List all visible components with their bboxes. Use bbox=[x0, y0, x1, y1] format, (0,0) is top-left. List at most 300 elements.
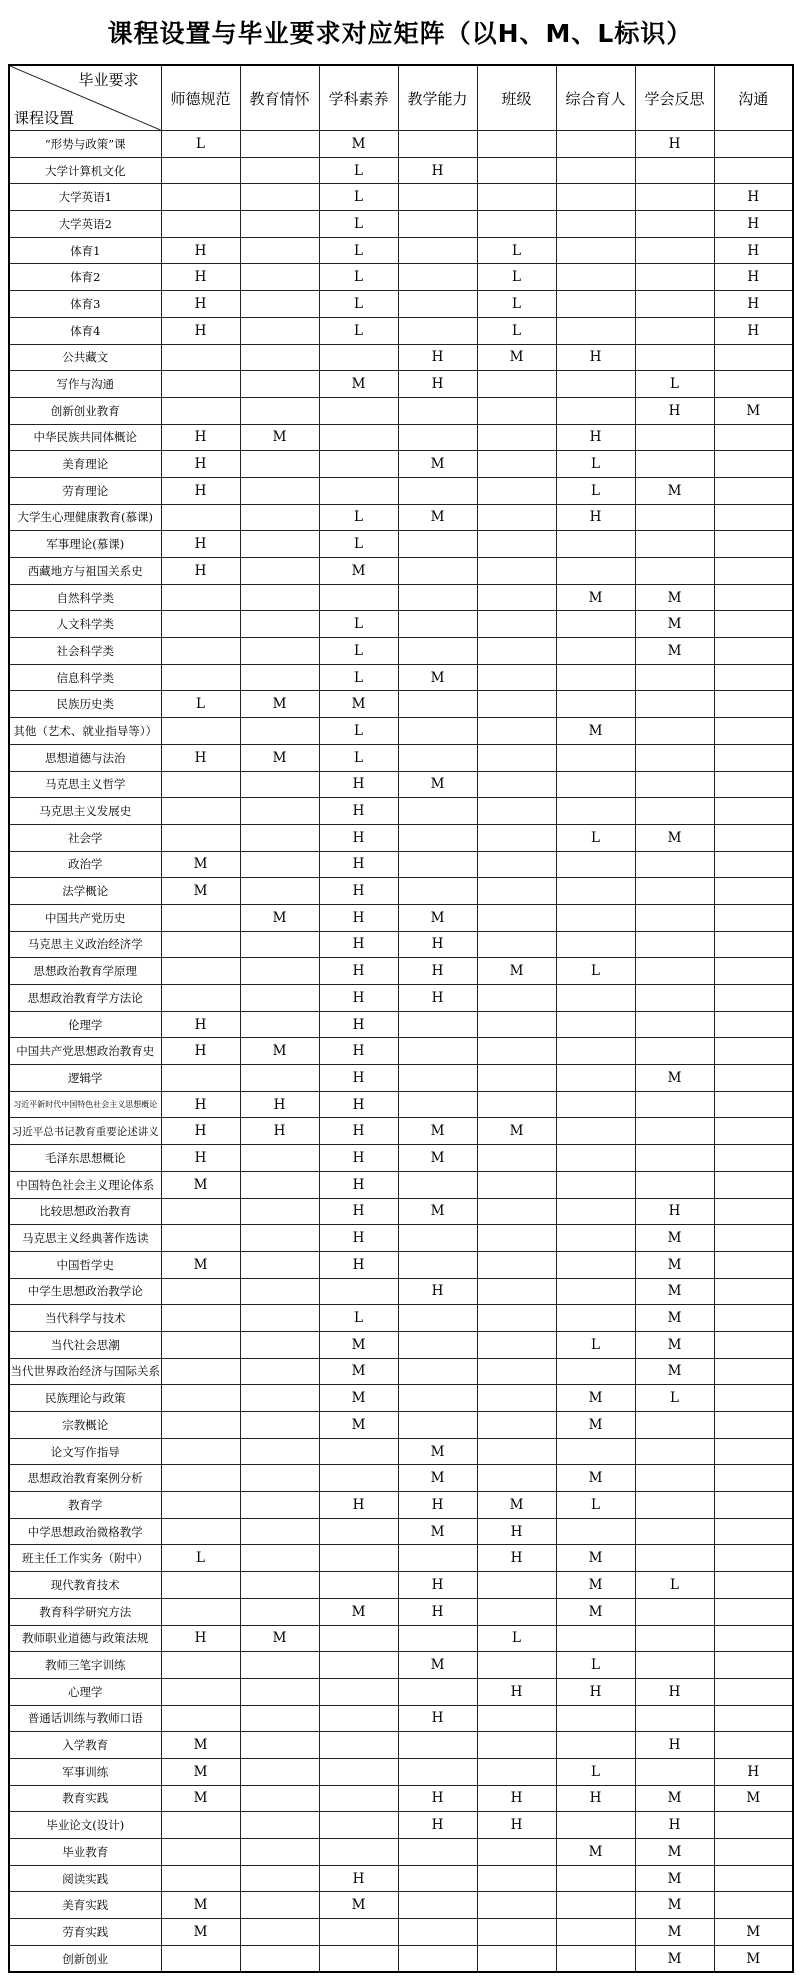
level-cell: M bbox=[635, 1358, 714, 1385]
level-cell: H bbox=[319, 1091, 398, 1118]
level-cell bbox=[477, 1945, 556, 1972]
course-name-cell: 入学教育 bbox=[9, 1732, 161, 1759]
level-cell bbox=[240, 1065, 319, 1092]
level-cell bbox=[161, 1198, 240, 1225]
level-cell bbox=[319, 1812, 398, 1839]
table-row bbox=[9, 1652, 793, 1679]
level-cell: L bbox=[161, 1545, 240, 1572]
level-cell bbox=[556, 211, 635, 238]
level-cell bbox=[240, 371, 319, 398]
table-row bbox=[9, 904, 793, 931]
level-cell: M bbox=[635, 1945, 714, 1972]
table-row bbox=[9, 771, 793, 798]
course-name-cell: 创新创业 bbox=[9, 1945, 161, 1972]
level-cell bbox=[319, 1518, 398, 1545]
level-cell bbox=[240, 878, 319, 905]
course-name-cell: 体育4 bbox=[9, 317, 161, 344]
table-row bbox=[9, 1118, 793, 1145]
course-name-cell: 思想政治教育学原理 bbox=[9, 958, 161, 985]
level-cell: M bbox=[161, 878, 240, 905]
level-cell: H bbox=[398, 1492, 477, 1519]
level-cell bbox=[240, 1812, 319, 1839]
level-cell bbox=[477, 184, 556, 211]
level-cell bbox=[161, 184, 240, 211]
level-cell bbox=[556, 611, 635, 638]
level-cell: H bbox=[319, 1198, 398, 1225]
level-cell bbox=[477, 1652, 556, 1679]
level-cell: L bbox=[477, 264, 556, 291]
requirements-matrix-table bbox=[8, 64, 794, 1973]
table-row bbox=[9, 1839, 793, 1866]
level-cell bbox=[477, 611, 556, 638]
level-cell bbox=[714, 1358, 793, 1385]
level-cell bbox=[714, 1225, 793, 1252]
table-row bbox=[9, 131, 793, 158]
level-cell bbox=[240, 1492, 319, 1519]
level-cell bbox=[240, 584, 319, 611]
level-cell bbox=[635, 424, 714, 451]
course-name-cell: 体育2 bbox=[9, 264, 161, 291]
course-name-cell: 普通话训练与教师口语 bbox=[9, 1705, 161, 1732]
course-name-cell: 大学生心理健康教育(慕课) bbox=[9, 504, 161, 531]
level-cell bbox=[240, 1839, 319, 1866]
level-cell bbox=[477, 1892, 556, 1919]
level-cell bbox=[398, 184, 477, 211]
level-cell: M bbox=[319, 371, 398, 398]
level-cell bbox=[240, 237, 319, 264]
level-cell bbox=[556, 317, 635, 344]
level-cell bbox=[477, 584, 556, 611]
level-cell: H bbox=[161, 264, 240, 291]
level-cell bbox=[477, 931, 556, 958]
level-cell: H bbox=[635, 131, 714, 158]
level-cell bbox=[240, 1412, 319, 1439]
course-name-cell: 中国特色社会主义理论体系 bbox=[9, 1171, 161, 1198]
course-name-cell: 思想政治教育案例分析 bbox=[9, 1465, 161, 1492]
level-cell: H bbox=[161, 1038, 240, 1065]
table-row bbox=[9, 558, 793, 585]
level-cell bbox=[477, 1305, 556, 1332]
level-cell: M bbox=[635, 1225, 714, 1252]
table-row bbox=[9, 451, 793, 478]
level-cell: M bbox=[635, 1305, 714, 1332]
table-row bbox=[9, 1598, 793, 1625]
level-cell: H bbox=[161, 424, 240, 451]
level-cell bbox=[398, 211, 477, 238]
level-cell bbox=[240, 1171, 319, 1198]
level-cell: L bbox=[319, 718, 398, 745]
level-cell bbox=[240, 1705, 319, 1732]
level-cell bbox=[240, 824, 319, 851]
level-cell: L bbox=[556, 1758, 635, 1785]
level-cell: L bbox=[319, 611, 398, 638]
level-cell bbox=[714, 851, 793, 878]
level-cell: H bbox=[398, 985, 477, 1012]
table-row bbox=[9, 985, 793, 1012]
level-cell bbox=[556, 264, 635, 291]
level-cell bbox=[161, 904, 240, 931]
level-cell bbox=[161, 771, 240, 798]
course-name-cell: 思想道德与法治 bbox=[9, 744, 161, 771]
level-cell bbox=[477, 1278, 556, 1305]
level-cell bbox=[398, 611, 477, 638]
level-cell bbox=[398, 1412, 477, 1439]
level-cell bbox=[398, 1091, 477, 1118]
table-row bbox=[9, 1065, 793, 1092]
table-row bbox=[9, 824, 793, 851]
level-cell: L bbox=[319, 237, 398, 264]
level-cell: H bbox=[161, 531, 240, 558]
level-cell bbox=[714, 424, 793, 451]
level-cell: H bbox=[556, 1785, 635, 1812]
level-cell bbox=[319, 1839, 398, 1866]
level-cell bbox=[556, 931, 635, 958]
level-cell: H bbox=[319, 985, 398, 1012]
level-cell bbox=[556, 1892, 635, 1919]
level-cell bbox=[240, 184, 319, 211]
level-cell bbox=[398, 477, 477, 504]
table-row bbox=[9, 264, 793, 291]
course-name-cell: 民族理论与政策 bbox=[9, 1385, 161, 1412]
level-cell bbox=[161, 1492, 240, 1519]
level-cell: H bbox=[319, 1251, 398, 1278]
level-cell: L bbox=[556, 1652, 635, 1679]
level-cell bbox=[240, 1945, 319, 1972]
table-row bbox=[9, 1465, 793, 1492]
level-cell: M bbox=[161, 1251, 240, 1278]
level-cell: M bbox=[398, 1652, 477, 1679]
level-cell: H bbox=[714, 211, 793, 238]
level-cell bbox=[398, 1625, 477, 1652]
level-cell: M bbox=[635, 1839, 714, 1866]
level-cell bbox=[556, 1278, 635, 1305]
level-cell bbox=[714, 1732, 793, 1759]
level-cell bbox=[714, 1412, 793, 1439]
table-row bbox=[9, 1011, 793, 1038]
level-cell bbox=[477, 397, 556, 424]
level-cell bbox=[398, 1251, 477, 1278]
level-cell bbox=[714, 584, 793, 611]
table-row bbox=[9, 1945, 793, 1972]
level-cell: L bbox=[556, 1331, 635, 1358]
level-cell bbox=[714, 157, 793, 184]
level-cell bbox=[477, 771, 556, 798]
level-cell: M bbox=[161, 1919, 240, 1946]
level-cell bbox=[240, 1678, 319, 1705]
level-cell bbox=[240, 504, 319, 531]
level-cell bbox=[398, 1865, 477, 1892]
level-cell bbox=[556, 638, 635, 665]
level-cell: H bbox=[635, 1812, 714, 1839]
level-cell: H bbox=[398, 344, 477, 371]
level-cell bbox=[714, 344, 793, 371]
course-name-cell: 习近平新时代中国特色社会主义思想概论 bbox=[9, 1091, 161, 1118]
table-row bbox=[9, 931, 793, 958]
level-cell: M bbox=[556, 718, 635, 745]
level-cell bbox=[240, 1518, 319, 1545]
level-cell: H bbox=[398, 1705, 477, 1732]
level-cell bbox=[398, 1892, 477, 1919]
level-cell bbox=[714, 1065, 793, 1092]
level-cell bbox=[477, 424, 556, 451]
level-cell: L bbox=[319, 291, 398, 318]
level-cell: M bbox=[398, 1145, 477, 1172]
level-cell bbox=[477, 664, 556, 691]
level-cell: M bbox=[398, 904, 477, 931]
level-cell bbox=[556, 371, 635, 398]
level-cell: H bbox=[319, 771, 398, 798]
level-cell bbox=[398, 1358, 477, 1385]
level-cell: H bbox=[398, 1785, 477, 1812]
level-cell bbox=[240, 1785, 319, 1812]
level-cell: H bbox=[319, 1065, 398, 1092]
level-cell: M bbox=[161, 1758, 240, 1785]
course-name-cell: 大学英语2 bbox=[9, 211, 161, 238]
level-cell bbox=[161, 371, 240, 398]
level-cell bbox=[240, 317, 319, 344]
level-cell: L bbox=[319, 638, 398, 665]
table-body bbox=[9, 131, 793, 1973]
level-cell bbox=[161, 157, 240, 184]
requirement-header: 师德规范 bbox=[161, 65, 240, 131]
level-cell bbox=[714, 1145, 793, 1172]
level-cell: H bbox=[556, 344, 635, 371]
table-row bbox=[9, 1171, 793, 1198]
table-row bbox=[9, 798, 793, 825]
level-cell bbox=[714, 1492, 793, 1519]
level-cell bbox=[240, 1278, 319, 1305]
course-name-cell: 毕业教育 bbox=[9, 1839, 161, 1866]
level-cell bbox=[635, 1518, 714, 1545]
level-cell bbox=[477, 1572, 556, 1599]
level-cell: M bbox=[398, 1518, 477, 1545]
level-cell bbox=[161, 1385, 240, 1412]
level-cell: H bbox=[398, 157, 477, 184]
course-name-cell: 毛泽东思想概论 bbox=[9, 1145, 161, 1172]
level-cell: M bbox=[714, 1945, 793, 1972]
level-cell bbox=[635, 531, 714, 558]
level-cell bbox=[635, 1145, 714, 1172]
level-cell: H bbox=[161, 1118, 240, 1145]
level-cell bbox=[240, 851, 319, 878]
level-cell bbox=[240, 451, 319, 478]
level-cell: H bbox=[319, 1225, 398, 1252]
level-cell: H bbox=[240, 1091, 319, 1118]
requirement-header: 教学能力 bbox=[398, 65, 477, 131]
level-cell bbox=[556, 771, 635, 798]
corner-header-cell bbox=[9, 65, 161, 131]
level-cell bbox=[240, 798, 319, 825]
table-row bbox=[9, 1625, 793, 1652]
level-cell bbox=[714, 1465, 793, 1492]
requirement-header: 教育情怀 bbox=[240, 65, 319, 131]
level-cell: L bbox=[477, 1625, 556, 1652]
level-cell bbox=[240, 344, 319, 371]
level-cell: H bbox=[161, 1091, 240, 1118]
level-cell bbox=[556, 1438, 635, 1465]
level-cell: M bbox=[240, 1038, 319, 1065]
level-cell bbox=[319, 1919, 398, 1946]
level-cell: L bbox=[477, 317, 556, 344]
course-name-cell: 马克思主义发展史 bbox=[9, 798, 161, 825]
level-cell bbox=[240, 1011, 319, 1038]
requirement-header: 班级 bbox=[477, 65, 556, 131]
level-cell bbox=[635, 1465, 714, 1492]
level-cell bbox=[161, 798, 240, 825]
level-cell bbox=[556, 1865, 635, 1892]
level-cell bbox=[635, 317, 714, 344]
level-cell: H bbox=[714, 237, 793, 264]
course-name-cell: 美育实践 bbox=[9, 1892, 161, 1919]
level-cell: H bbox=[161, 558, 240, 585]
level-cell bbox=[240, 611, 319, 638]
course-name-cell: 民族历史类 bbox=[9, 691, 161, 718]
level-cell bbox=[319, 1465, 398, 1492]
table-row bbox=[9, 157, 793, 184]
level-cell: H bbox=[714, 1758, 793, 1785]
level-cell bbox=[714, 1625, 793, 1652]
level-cell bbox=[398, 1545, 477, 1572]
course-name-cell: 信息科学类 bbox=[9, 664, 161, 691]
course-name-cell: 中华民族共同体概论 bbox=[9, 424, 161, 451]
level-cell bbox=[556, 1011, 635, 1038]
level-cell: M bbox=[319, 1385, 398, 1412]
level-cell bbox=[556, 985, 635, 1012]
level-cell: H bbox=[161, 237, 240, 264]
table-row bbox=[9, 371, 793, 398]
level-cell bbox=[714, 771, 793, 798]
level-cell bbox=[714, 1011, 793, 1038]
level-cell bbox=[398, 584, 477, 611]
level-cell bbox=[635, 691, 714, 718]
course-name-cell: 体育1 bbox=[9, 237, 161, 264]
level-cell bbox=[319, 1732, 398, 1759]
course-name-cell: 西藏地方与祖国关系史 bbox=[9, 558, 161, 585]
level-cell bbox=[635, 904, 714, 931]
level-cell bbox=[240, 958, 319, 985]
table-row bbox=[9, 1198, 793, 1225]
level-cell bbox=[161, 958, 240, 985]
level-cell bbox=[714, 1545, 793, 1572]
requirement-header: 学会反思 bbox=[635, 65, 714, 131]
course-name-cell: 体育3 bbox=[9, 291, 161, 318]
level-cell bbox=[714, 1812, 793, 1839]
table-row bbox=[9, 291, 793, 318]
level-cell bbox=[398, 264, 477, 291]
level-cell: H bbox=[319, 1865, 398, 1892]
level-cell: M bbox=[319, 1412, 398, 1439]
table-row bbox=[9, 1865, 793, 1892]
level-cell bbox=[398, 691, 477, 718]
level-cell: H bbox=[398, 1598, 477, 1625]
level-cell bbox=[477, 985, 556, 1012]
level-cell bbox=[556, 531, 635, 558]
level-cell: M bbox=[635, 638, 714, 665]
table-row bbox=[9, 1919, 793, 1946]
page-title: 课程设置与毕业要求对应矩阵（以H、M、L标识） bbox=[107, 19, 693, 48]
level-cell: L bbox=[556, 451, 635, 478]
level-cell: M bbox=[477, 1118, 556, 1145]
level-cell bbox=[240, 1358, 319, 1385]
level-cell bbox=[714, 878, 793, 905]
level-cell bbox=[714, 1171, 793, 1198]
level-cell bbox=[635, 1118, 714, 1145]
course-name-cell: 军事理论(慕课) bbox=[9, 531, 161, 558]
course-name-cell: 当代世界政治经济与国际关系 bbox=[9, 1358, 161, 1385]
level-cell bbox=[556, 1091, 635, 1118]
level-cell bbox=[319, 451, 398, 478]
level-cell bbox=[635, 157, 714, 184]
level-cell bbox=[714, 131, 793, 158]
level-cell bbox=[398, 1038, 477, 1065]
level-cell bbox=[556, 878, 635, 905]
course-name-cell: 大学计算机文化 bbox=[9, 157, 161, 184]
level-cell bbox=[477, 1251, 556, 1278]
level-cell bbox=[161, 1652, 240, 1679]
level-cell bbox=[398, 397, 477, 424]
level-cell: L bbox=[319, 664, 398, 691]
level-cell bbox=[477, 691, 556, 718]
level-cell bbox=[398, 718, 477, 745]
level-cell: H bbox=[161, 477, 240, 504]
level-cell bbox=[714, 985, 793, 1012]
level-cell bbox=[477, 1865, 556, 1892]
table-header-row bbox=[9, 65, 793, 131]
requirement-header: 沟通 bbox=[714, 65, 793, 131]
level-cell bbox=[635, 1011, 714, 1038]
level-cell bbox=[714, 1518, 793, 1545]
level-cell bbox=[161, 1812, 240, 1839]
level-cell bbox=[635, 664, 714, 691]
level-cell: L bbox=[319, 744, 398, 771]
level-cell: M bbox=[161, 1171, 240, 1198]
level-cell bbox=[398, 1945, 477, 1972]
level-cell: L bbox=[319, 184, 398, 211]
level-cell bbox=[635, 931, 714, 958]
table-row bbox=[9, 1892, 793, 1919]
course-name-cell: 教育科学研究方法 bbox=[9, 1598, 161, 1625]
course-name-cell: 教育实践 bbox=[9, 1785, 161, 1812]
level-cell: H bbox=[635, 1732, 714, 1759]
table-row bbox=[9, 1145, 793, 1172]
level-cell bbox=[240, 131, 319, 158]
level-cell bbox=[556, 1945, 635, 1972]
level-cell: H bbox=[319, 798, 398, 825]
level-cell bbox=[161, 1358, 240, 1385]
level-cell bbox=[556, 1919, 635, 1946]
level-cell bbox=[240, 1385, 319, 1412]
level-cell: M bbox=[161, 1732, 240, 1759]
course-name-cell: 比较思想政治教育 bbox=[9, 1198, 161, 1225]
level-cell bbox=[240, 931, 319, 958]
table-row bbox=[9, 1705, 793, 1732]
level-cell bbox=[556, 1171, 635, 1198]
level-cell: M bbox=[635, 1785, 714, 1812]
level-cell bbox=[398, 1839, 477, 1866]
course-name-cell: “形势与政策”课 bbox=[9, 131, 161, 158]
level-cell: M bbox=[319, 691, 398, 718]
level-cell bbox=[635, 1625, 714, 1652]
level-cell: M bbox=[635, 611, 714, 638]
level-cell: M bbox=[477, 1492, 556, 1519]
level-cell: M bbox=[240, 744, 319, 771]
level-cell bbox=[714, 824, 793, 851]
level-cell bbox=[635, 1598, 714, 1625]
level-cell: M bbox=[240, 1625, 319, 1652]
level-cell: H bbox=[319, 1171, 398, 1198]
table-row bbox=[9, 664, 793, 691]
level-cell bbox=[635, 1545, 714, 1572]
